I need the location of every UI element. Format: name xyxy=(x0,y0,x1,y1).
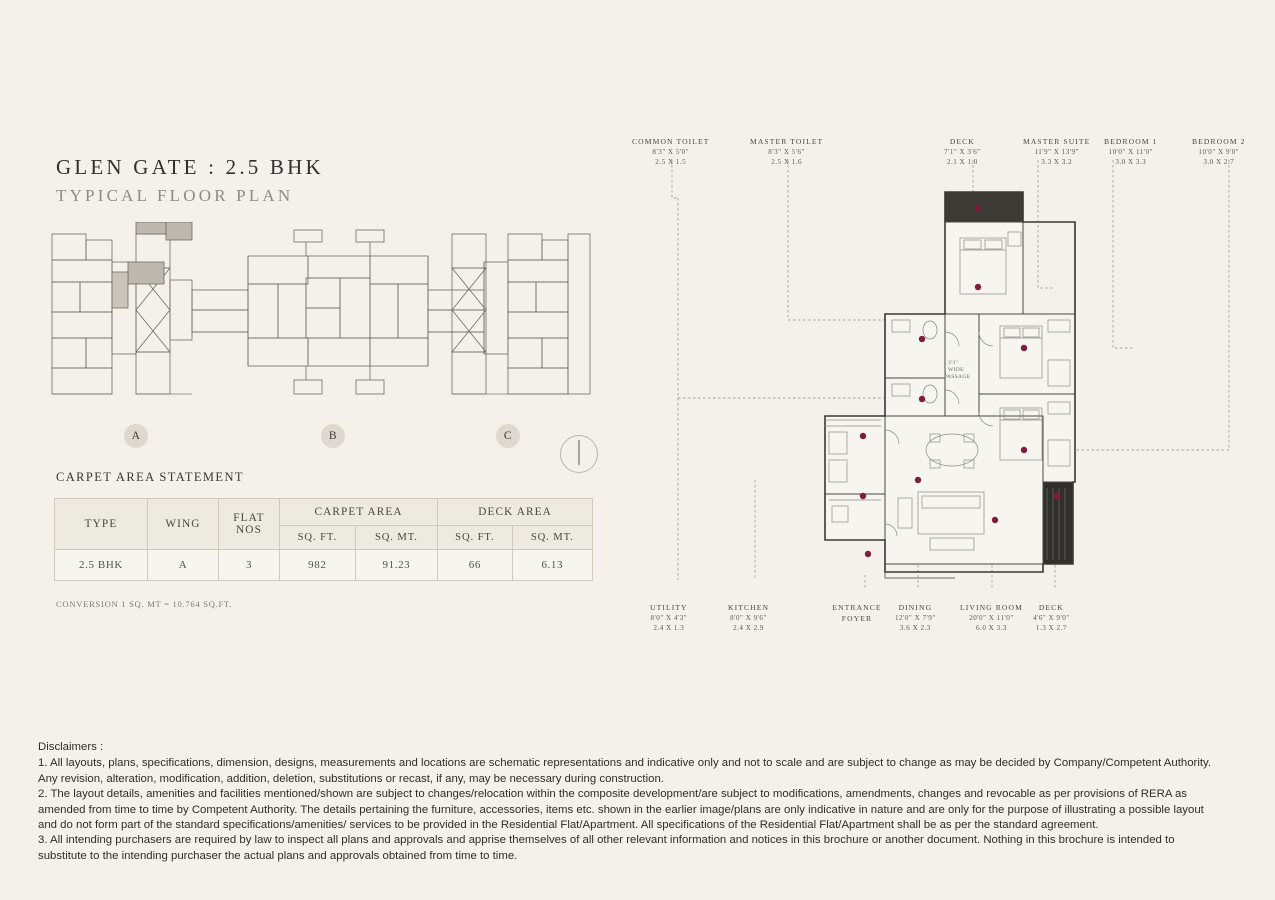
cell-deck-sqmt: 6.13 xyxy=(512,550,592,581)
key-plan-drawing xyxy=(44,222,600,418)
col-deck-sqmt: SQ. MT. xyxy=(512,526,592,550)
callout-dim-mt: 3.0 X 2.7 xyxy=(1203,158,1235,167)
wing-badge-b: B xyxy=(321,424,345,448)
callout-deck-top xyxy=(944,136,981,168)
callout-dim-mt: 3.0 X 3.3 xyxy=(1115,158,1147,167)
callout-name: BEDROOM 2 xyxy=(1192,137,1246,146)
callout-dim-ft: 8'3" X 5'6" xyxy=(768,148,805,156)
callout-dim-ft: 12'0" X 7'9" xyxy=(895,614,936,622)
callout-name: LIVING ROOM xyxy=(960,603,1023,612)
col-carpet-sqmt: SQ. MT. xyxy=(355,526,437,550)
col-deck-area: DECK AREA xyxy=(438,499,593,526)
callout-dim-mt: 2.5 X 1.5 xyxy=(655,158,687,167)
callout-name: DECK xyxy=(1038,603,1064,612)
wing-markers xyxy=(44,424,600,450)
disclaimer-item-1: 1. All layouts, plans, specifications, dimension, designs, measurements and locations are schematic representations and indicative only and not to scale and are subject to change as may be decided by Company/Competent Authority. Any revision, alteration, modification, addition, deletion, substitutions or recast, if any, may be necessary during construction. xyxy=(38,757,1212,785)
callout-living-room xyxy=(960,602,1023,634)
callout-bedroom-2 xyxy=(1192,136,1246,168)
carpet-area-heading: CARPET AREA STATEMENT xyxy=(56,470,244,484)
disclaimers-block xyxy=(38,740,1218,864)
compass-icon xyxy=(560,435,598,473)
callout-dim-mt: 2.4 X 2.9 xyxy=(733,624,764,633)
disclaimers-title: Disclaimers : xyxy=(38,741,104,753)
callout-name: KITCHEN xyxy=(728,603,770,612)
callout-name: MASTER SUITE xyxy=(1023,137,1091,146)
callout-dim-ft: 8'0" X 4'3" xyxy=(650,614,688,622)
callout-bedroom-1 xyxy=(1104,136,1158,168)
callout-dim-ft: 20'0" X 11'0" xyxy=(969,614,1014,622)
table-header-row xyxy=(55,499,593,526)
callout-name: COMMON TOILET xyxy=(632,137,710,146)
cell-carpet-sqmt: 91.23 xyxy=(355,550,437,581)
col-carpet-sqft: SQ. FT. xyxy=(280,526,356,550)
conversion-note: CONVERSION 1 SQ. MT = 10.764 SQ.FT. xyxy=(56,599,233,609)
svg-text:PASSAGE: PASSAGE xyxy=(944,374,971,380)
callout-dim-ft: 4'6" X 9'0" xyxy=(1033,614,1070,622)
disclaimer-item-2: 2. The layout details, amenities and facilities mentioned/shown are subject to changes/relocation within the composite development/are subject to modifications, amendments, changes and revocable as per provisions of RERA as amended from time to time by Competent Authority. The details pertaining the furniture, accessories, items etc. shown in the earlier image/plans are only indicative in nature and are only for the purpose of illustrating a possible layout and do not form part of the standard specifications/amenities/ services to be provided in the Residential Flat/Apartment. All specifications of the Residential Flat/Apartment shall be as per the standard agreement. xyxy=(38,788,1204,832)
title-block xyxy=(56,155,576,206)
callout-name: DECK xyxy=(949,137,975,146)
col-wing: WING xyxy=(148,499,219,550)
callout-master-suite xyxy=(1023,136,1090,168)
callout-dim-ft: 8'3" X 5'0" xyxy=(652,148,690,156)
callout-dim-ft: 7'1" X 3'6" xyxy=(944,148,981,156)
col-carpet-area: CARPET AREA xyxy=(280,499,438,526)
callout-dim-ft: 10'0" X 9'0" xyxy=(1198,148,1240,156)
carpet-area-table xyxy=(54,498,593,581)
callout-dim-mt: 2.1 X 1.0 xyxy=(946,158,978,167)
cell-carpet-sqft: 982 xyxy=(280,550,356,581)
callout-dim-mt: 3.6 X 2.3 xyxy=(899,624,931,633)
callout-dim-ft: 10'0" X 11'0" xyxy=(1108,148,1154,156)
callout-name: UTILITY xyxy=(650,603,688,612)
callout-entrance-foyer xyxy=(828,602,886,624)
svg-text:WIDE: WIDE xyxy=(948,367,964,373)
callout-master-toilet xyxy=(750,136,823,168)
disclaimer-item-3: 3. All intending purchasers are required by law to inspect all plans and approvals and apprise themselves of all other relevant information and notices in this brochure or another document. Nothing in this brochure is intended to substitute to the intending purchaser the actual plans and approvals obtained from time to time. xyxy=(38,834,1175,862)
callout-kitchen xyxy=(728,602,769,634)
callout-dim-mt: 1.3 X 2.7 xyxy=(1035,624,1067,633)
wing-badge-c: C xyxy=(496,424,520,448)
unit-floor-plan-drawing xyxy=(600,120,1260,650)
callout-dim-ft: 8'0" X 9'6" xyxy=(730,614,767,622)
callout-dim-mt: 2.5 X 1.6 xyxy=(771,158,803,167)
callout-deck-bottom xyxy=(1033,602,1070,634)
wing-badge-a: A xyxy=(124,424,148,448)
table-row xyxy=(55,550,593,581)
col-flat-nos: FLAT NOS xyxy=(219,499,280,550)
cell-type: 2.5 BHK xyxy=(55,550,148,581)
svg-text:3'3": 3'3" xyxy=(948,360,959,366)
cell-flat-nos: 3 xyxy=(219,550,280,581)
callout-name: MASTER TOILET xyxy=(750,137,824,146)
callout-dim-mt: 3.3 X 3.2 xyxy=(1041,158,1073,167)
callout-dim-mt: 6.0 X 3.3 xyxy=(976,624,1007,633)
callout-dining xyxy=(895,602,936,634)
col-type: TYPE xyxy=(55,499,148,550)
callout-common-toilet xyxy=(632,136,710,168)
callout-utility xyxy=(650,602,688,634)
page-title: GLEN GATE : 2.5 BHK xyxy=(56,155,324,179)
page-subtitle: TYPICAL FLOOR PLAN xyxy=(56,186,294,205)
cell-deck-sqft: 66 xyxy=(438,550,512,581)
callout-name: ENTRANCE FOYER xyxy=(832,603,882,623)
col-deck-sqft: SQ. FT. xyxy=(438,526,512,550)
callout-name: BEDROOM 1 xyxy=(1104,137,1158,146)
callout-name: DINING xyxy=(898,603,933,612)
callout-dim-ft: 11'9" X 13'9" xyxy=(1034,148,1079,156)
callout-dim-mt: 2.4 X 1.3 xyxy=(653,624,685,633)
compass-needle xyxy=(579,443,580,465)
cell-wing: A xyxy=(148,550,219,581)
